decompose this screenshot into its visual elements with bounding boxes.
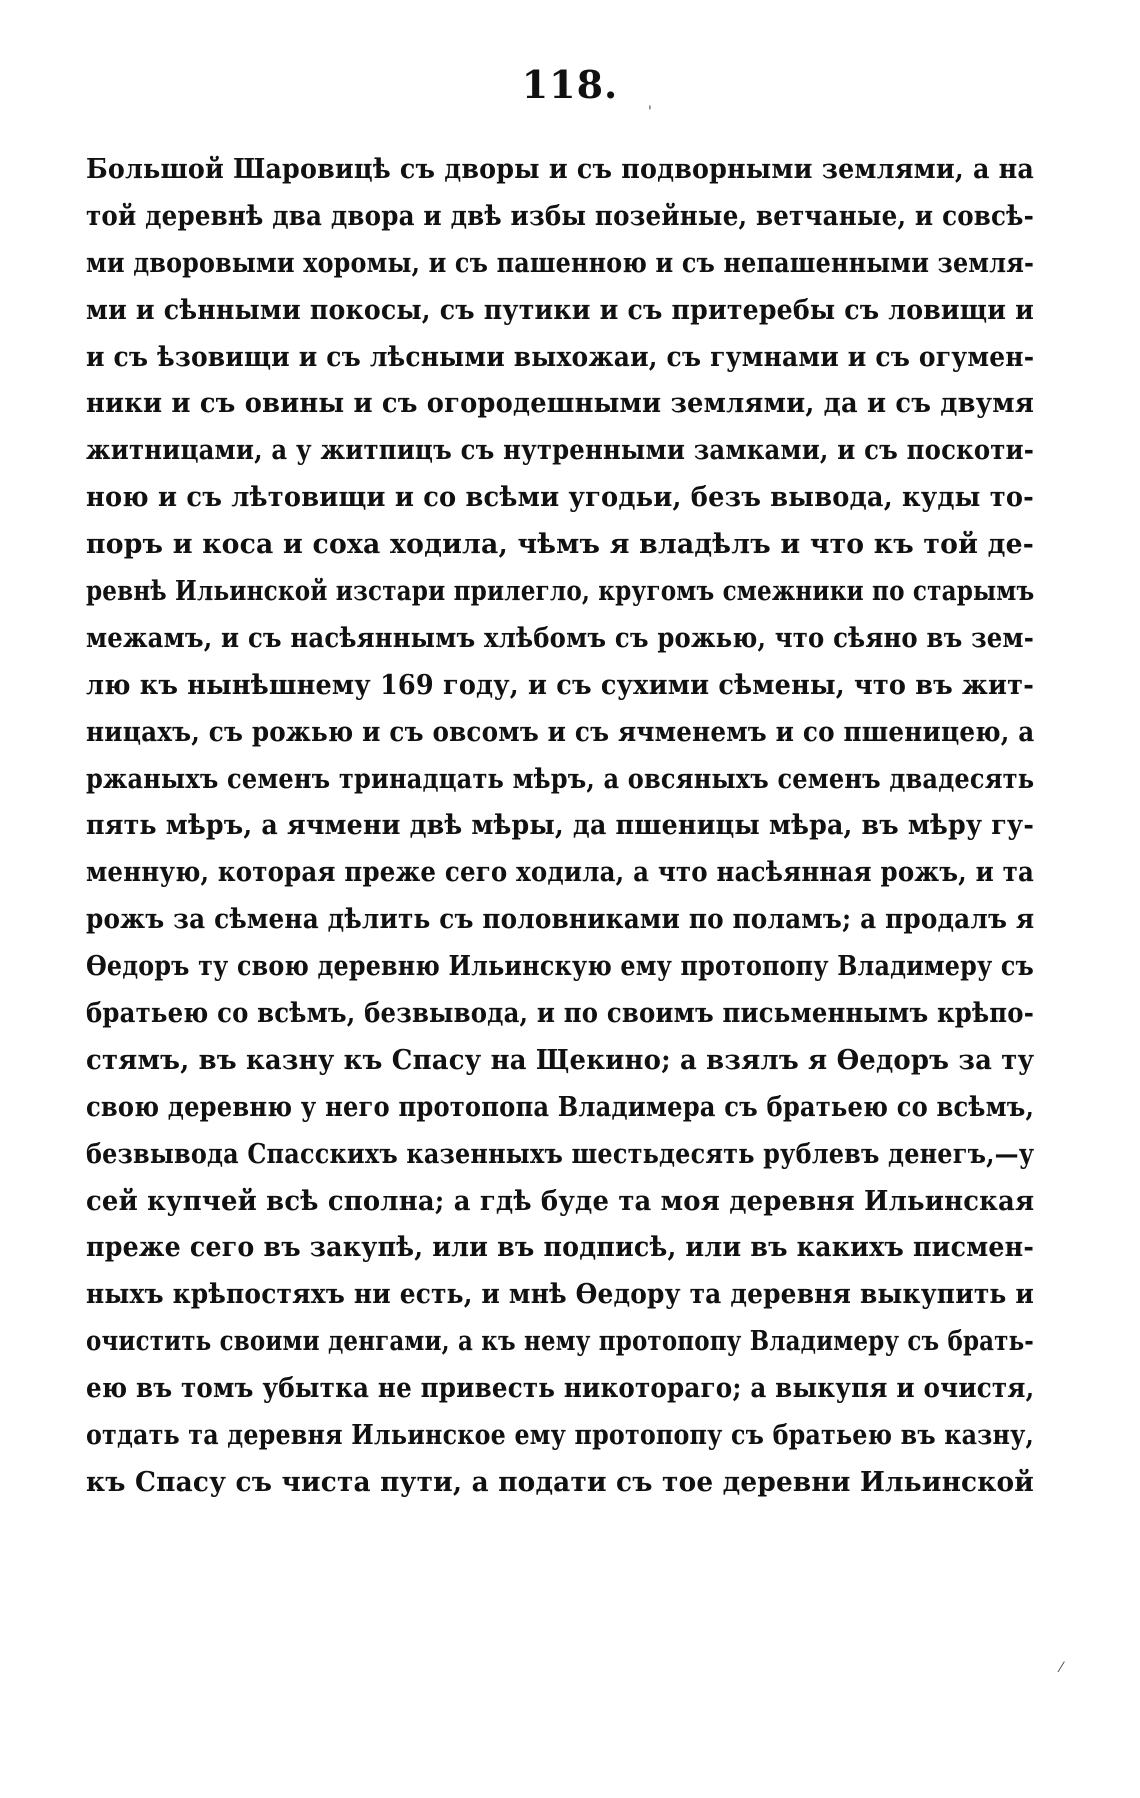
text-line: отдать та деревня Ильинское ему протопопу съ братьею въ казну, bbox=[86, 1420, 1034, 1452]
text-line: братьею со всѣмъ, безвывода, и по своимъ письменнымъ крѣпо- bbox=[86, 998, 1034, 1030]
text-line: очистить своими денгами, а къ нему протопопу Владимеру съ брать- bbox=[86, 1326, 1034, 1358]
text-line: рожъ за сѣмена дѣлить съ половниками по поламъ; а продалъ я bbox=[86, 904, 1035, 936]
text-line: преже сего въ закупѣ, или въ подписѣ, или въ какихъ писмен- bbox=[86, 1232, 1035, 1264]
text-line: лю къ нынѣшнему 169 году, и съ сухими сѣмены, что въ жит- bbox=[86, 669, 1034, 701]
text-line: Большой Шаровицѣ съ дворы и съ подворными землями, а на bbox=[86, 154, 1034, 185]
text-line: ржаныхъ семенъ тринадцать мѣръ, а овсяныхъ семенъ двадесять bbox=[86, 763, 1035, 795]
text-line: житницами, а у житпицъ съ нутренными замками, и съ поскоти- bbox=[86, 435, 1034, 467]
text-line: ники и съ овины и съ огородешными землями, да и съ двумя bbox=[86, 388, 1034, 420]
text-line: стямъ, въ казну къ Спасу на Щекино; а взялъ я Ѳедоръ за ту bbox=[86, 1044, 1035, 1076]
text-line: ми дворовыми хоромы, и съ пашенною и съ непашенными земля- bbox=[86, 247, 1035, 279]
text-line: пять мѣръ, а ячмени двѣ мѣры, да пшеницы мѣра, въ мѣру гу- bbox=[86, 810, 1034, 842]
text-line: ныхъ крѣпостяхъ ни есть, и мнѣ Ѳедору та деревня выкупить и bbox=[86, 1279, 1034, 1311]
text-line: ницахъ, съ рожью и съ овсомъ и съ ячменемъ и со пшеницею, а bbox=[86, 716, 1035, 748]
scan-speck: ' bbox=[648, 104, 652, 120]
text-line: межамъ, и съ насѣяннымъ хлѣбомъ съ рожью, что сѣяно въ зем- bbox=[86, 622, 1034, 654]
body-text bbox=[86, 147, 1034, 1507]
text-line: ми и сѣнными покосы, съ путики и съ притеребы съ ловищи и bbox=[86, 294, 1034, 326]
text-line: поръ и коса и соха ходила, чѣмъ я владѣлъ и что къ той де- bbox=[86, 529, 1034, 561]
text-line: свою деревню у него протопопа Владимера съ братьею со всѣмъ, bbox=[86, 1091, 1035, 1123]
page-number: 118. bbox=[521, 62, 619, 107]
text-line: ревнѣ Ильинской изстари прилегло, кругомъ смежники по старымъ bbox=[86, 576, 1035, 608]
scan-speck: ⁄ bbox=[1060, 1660, 1063, 1676]
text-line: и съ ѣзовищи и съ лѣсными выхожаи, съ гумнами и съ огумен- bbox=[86, 341, 1035, 373]
text-line: ною и съ лѣтовищи и со всѣми угодьи, безъ вывода, куды то- bbox=[86, 482, 1034, 514]
text-line: Ѳедоръ ту свою деревню Ильинскую ему протопопу Владимеру съ bbox=[86, 951, 1034, 983]
text-line: безвывода Спасскихъ казенныхъ шестьдесять рублевъ денегъ,—у bbox=[86, 1138, 1035, 1170]
text-line: сей купчей всѣ сполна; а гдѣ буде та моя деревня Ильинская bbox=[86, 1185, 1035, 1217]
text-line: той деревнѣ два двора и двѣ избы позейные, ветчаные, и совсѣ- bbox=[86, 200, 1034, 232]
text-line: менную, которая преже сего ходила, а что насѣянная рожъ, и та bbox=[86, 857, 1034, 889]
text-line: къ Спасу съ чиста пути, а подати съ тое деревни Ильинской bbox=[86, 1466, 1034, 1498]
text-line: ею въ томъ убытка не привесть никотораго; а выкупя и очистя, bbox=[86, 1373, 1035, 1405]
